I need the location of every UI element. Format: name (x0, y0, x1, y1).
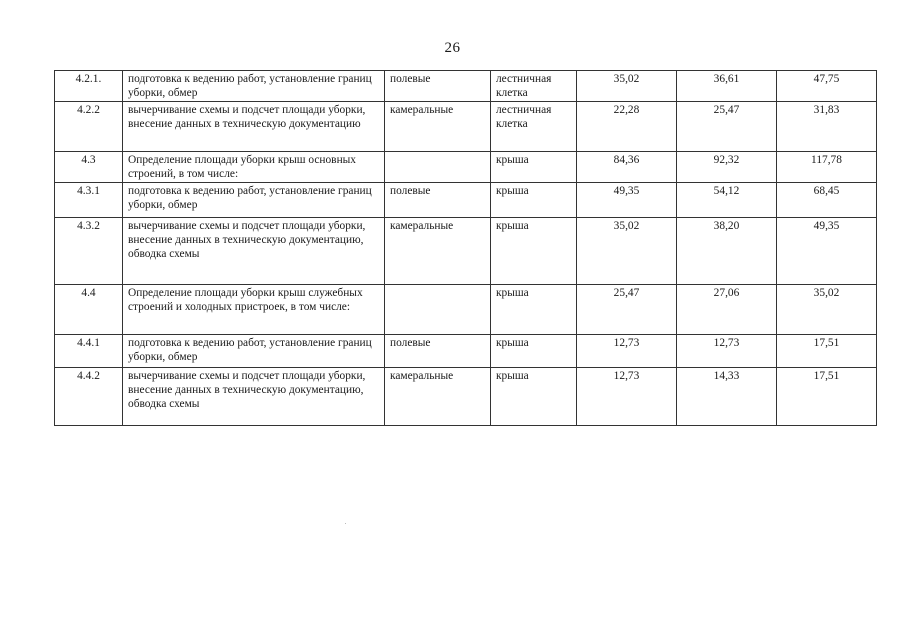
row-value-3: 47,75 (777, 71, 877, 102)
row-number: 4.4.1 (55, 335, 123, 368)
pricing-table (54, 70, 877, 426)
row-description: подготовка к ведению работ, установление границ уборки, обмер (123, 183, 385, 218)
row-value-3: 17,51 (777, 368, 877, 426)
row-value-1: 12,73 (577, 335, 677, 368)
row-object: крыша (491, 368, 577, 426)
row-value-2: 54,12 (677, 183, 777, 218)
row-value-3: 31,83 (777, 102, 877, 152)
row-value-2: 92,32 (677, 152, 777, 183)
row-object: крыша (491, 218, 577, 285)
row-value-1: 84,36 (577, 152, 677, 183)
row-object: крыша (491, 335, 577, 368)
row-value-1: 35,02 (577, 218, 677, 285)
row-value-1: 12,73 (577, 368, 677, 426)
row-description: подготовка к ведению работ, установление границ уборки, обмер (123, 71, 385, 102)
row-object: лестничная клетка (491, 102, 577, 152)
row-description: Определение площади уборки крыш основных строений, в том числе: (123, 152, 385, 183)
row-value-1: 22,28 (577, 102, 677, 152)
table-row (55, 152, 877, 183)
row-number: 4.3.1 (55, 183, 123, 218)
row-object: крыша (491, 183, 577, 218)
row-value-1: 25,47 (577, 285, 677, 335)
row-description: вычерчивание схемы и подсчет площади уборки, внесение данных в техническую документацию, обводка схемы (123, 368, 385, 426)
row-value-1: 49,35 (577, 183, 677, 218)
row-work-type (385, 285, 491, 335)
row-work-type: камеральные (385, 102, 491, 152)
row-description: вычерчивание схемы и подсчет площади уборки, внесение данных в техническую документацию (123, 102, 385, 152)
row-work-type: полевые (385, 71, 491, 102)
row-value-2: 25,47 (677, 102, 777, 152)
row-value-3: 49,35 (777, 218, 877, 285)
row-value-2: 36,61 (677, 71, 777, 102)
row-work-type: полевые (385, 183, 491, 218)
row-value-3: 35,02 (777, 285, 877, 335)
table-row (55, 285, 877, 335)
row-description: Определение площади уборки крыш служебных строений и холодных пристроек, в том числе: (123, 285, 385, 335)
row-value-2: 27,06 (677, 285, 777, 335)
row-value-3: 68,45 (777, 183, 877, 218)
table-row (55, 335, 877, 368)
table-row (55, 368, 877, 426)
page-number: 26 (444, 40, 461, 56)
row-description: вычерчивание схемы и подсчет площади уборки, внесение данных в техническую документацию, обводка схемы (123, 218, 385, 285)
row-object: крыша (491, 152, 577, 183)
table-row (55, 218, 877, 285)
row-value-1: 35,02 (577, 71, 677, 102)
row-object: лестничная клетка (491, 71, 577, 102)
row-work-type: полевые (385, 335, 491, 368)
row-number: 4.4 (55, 285, 123, 335)
table-row (55, 183, 877, 218)
row-description: подготовка к ведению работ, установление границ уборки, обмер (123, 335, 385, 368)
row-number: 4.4.2 (55, 368, 123, 426)
row-number: 4.2.2 (55, 102, 123, 152)
row-number: 4.3.2 (55, 218, 123, 285)
row-work-type: камеральные (385, 218, 491, 285)
row-number: 4.3 (55, 152, 123, 183)
row-value-2: 12,73 (677, 335, 777, 368)
row-work-type (385, 152, 491, 183)
scan-speck (345, 523, 346, 524)
row-value-2: 38,20 (677, 218, 777, 285)
row-value-3: 117,78 (777, 152, 877, 183)
row-number: 4.2.1. (55, 71, 123, 102)
table-row (55, 71, 877, 102)
table-row (55, 102, 877, 152)
row-object: крыша (491, 285, 577, 335)
row-value-3: 17,51 (777, 335, 877, 368)
row-value-2: 14,33 (677, 368, 777, 426)
row-work-type: камеральные (385, 368, 491, 426)
